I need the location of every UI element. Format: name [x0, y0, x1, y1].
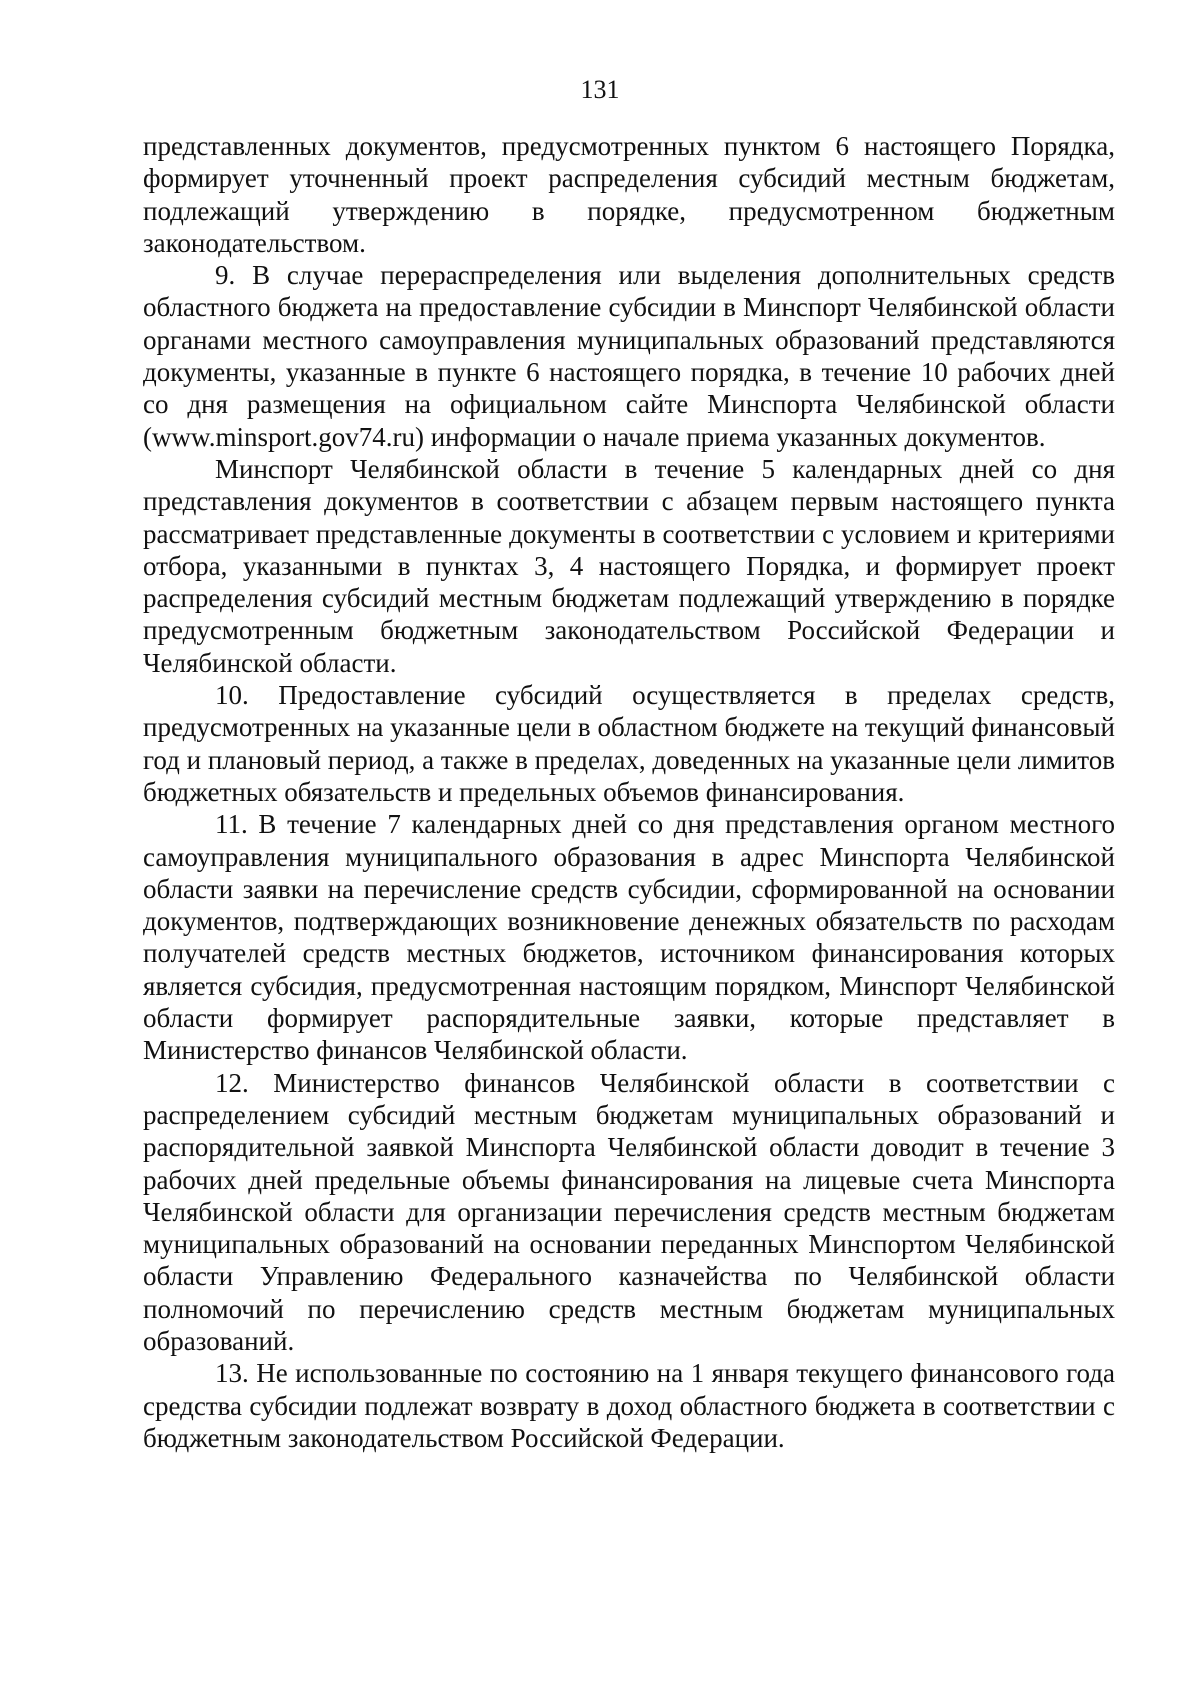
paragraph-item-10: 10. Предоставление субсидий осуществляется в пределах средств, предусмотренных на указанные цели в областном бюджете на текущий финансовый год и плановый период, а также в пределах, доведенных на указанные цели лимитов бюджетных обязательств и предельных объемов финансирования.	[143, 680, 1115, 807]
paragraph-item-11: 11. В течение 7 календарных дней со дня представления органом местного самоуправления муниципального образования в адрес Минспорта Челябинской области заявки на перечисление средств субсидии, сформированной на основании документов, подтверждающих возникновение денежных обязательств по расходам получателей средств местных бюджетов, источником финансирования которых является субсидия, предусмотренная настоящим порядком, Минспорт Челябинской области формирует распорядительные заявки, которые представляет в Министерство финансов Челябинской области.	[143, 809, 1115, 1066]
paragraph-item-9-second: Минспорт Челябинской области в течение 5 календарных дней со дня представления документов в соответствии с абзацем первым настоящего пункта рассматривает представленные документы в соответствии с условием и критериями отбора, указанными в пунктах 3, 4 настоящего Порядка, и формирует проект распределения субсидий местным бюджетам подлежащий утверждению в порядке предусмотренным бюджетным законодательством Российской Федерации и Челябинской области.	[143, 453, 1115, 678]
paragraph-item-9: 9. В случае перераспределения или выделения дополнительных средств областного бюджета на предоставление субсидии в Минспорт Челябинской области органами местного самоуправления муниципальных образований представляются документы, указанные в пункте 6 настоящего порядка, в течение 10 рабочих дней со дня размещения на официальном сайте Минспорта Челябинской области (www.minsport.gov74.ru) информации о начале приема указанных документов.	[143, 260, 1115, 452]
paragraph-item-13: 13. Не использованные по состоянию на 1 января текущего финансового года средства субсидии подлежат возврату в доход областного бюджета в соответствии с бюджетным законодательством Российской Федерации.	[143, 1358, 1115, 1453]
paragraph-continuation: представленных документов, предусмотренных пунктом 6 настоящего Порядка, формирует уточненный проект распределения субсидий местным бюджетам, подлежащий утверждению в порядке, предусмотренном бюджетным законодательством.	[143, 131, 1115, 258]
paragraph-item-12: 12. Министерство финансов Челябинской области в соответствии с распределением субсидий местным бюджетам муниципальных образований и распорядительной заявкой Минспорта Челябинской области доводит в течение 3 рабочих дней предельные объемы финансирования на лицевые счета Минспорта Челябинской области для организации перечисления средств местным бюджетам муниципальных образований на основании переданных Минспортом Челябинской области Управлению Федерального казначейства по Челябинской области полномочий по перечислению средств местным бюджетам муниципальных образований.	[143, 1067, 1115, 1356]
page-number: 131	[580, 75, 620, 104]
document-body	[143, 130, 1115, 1454]
